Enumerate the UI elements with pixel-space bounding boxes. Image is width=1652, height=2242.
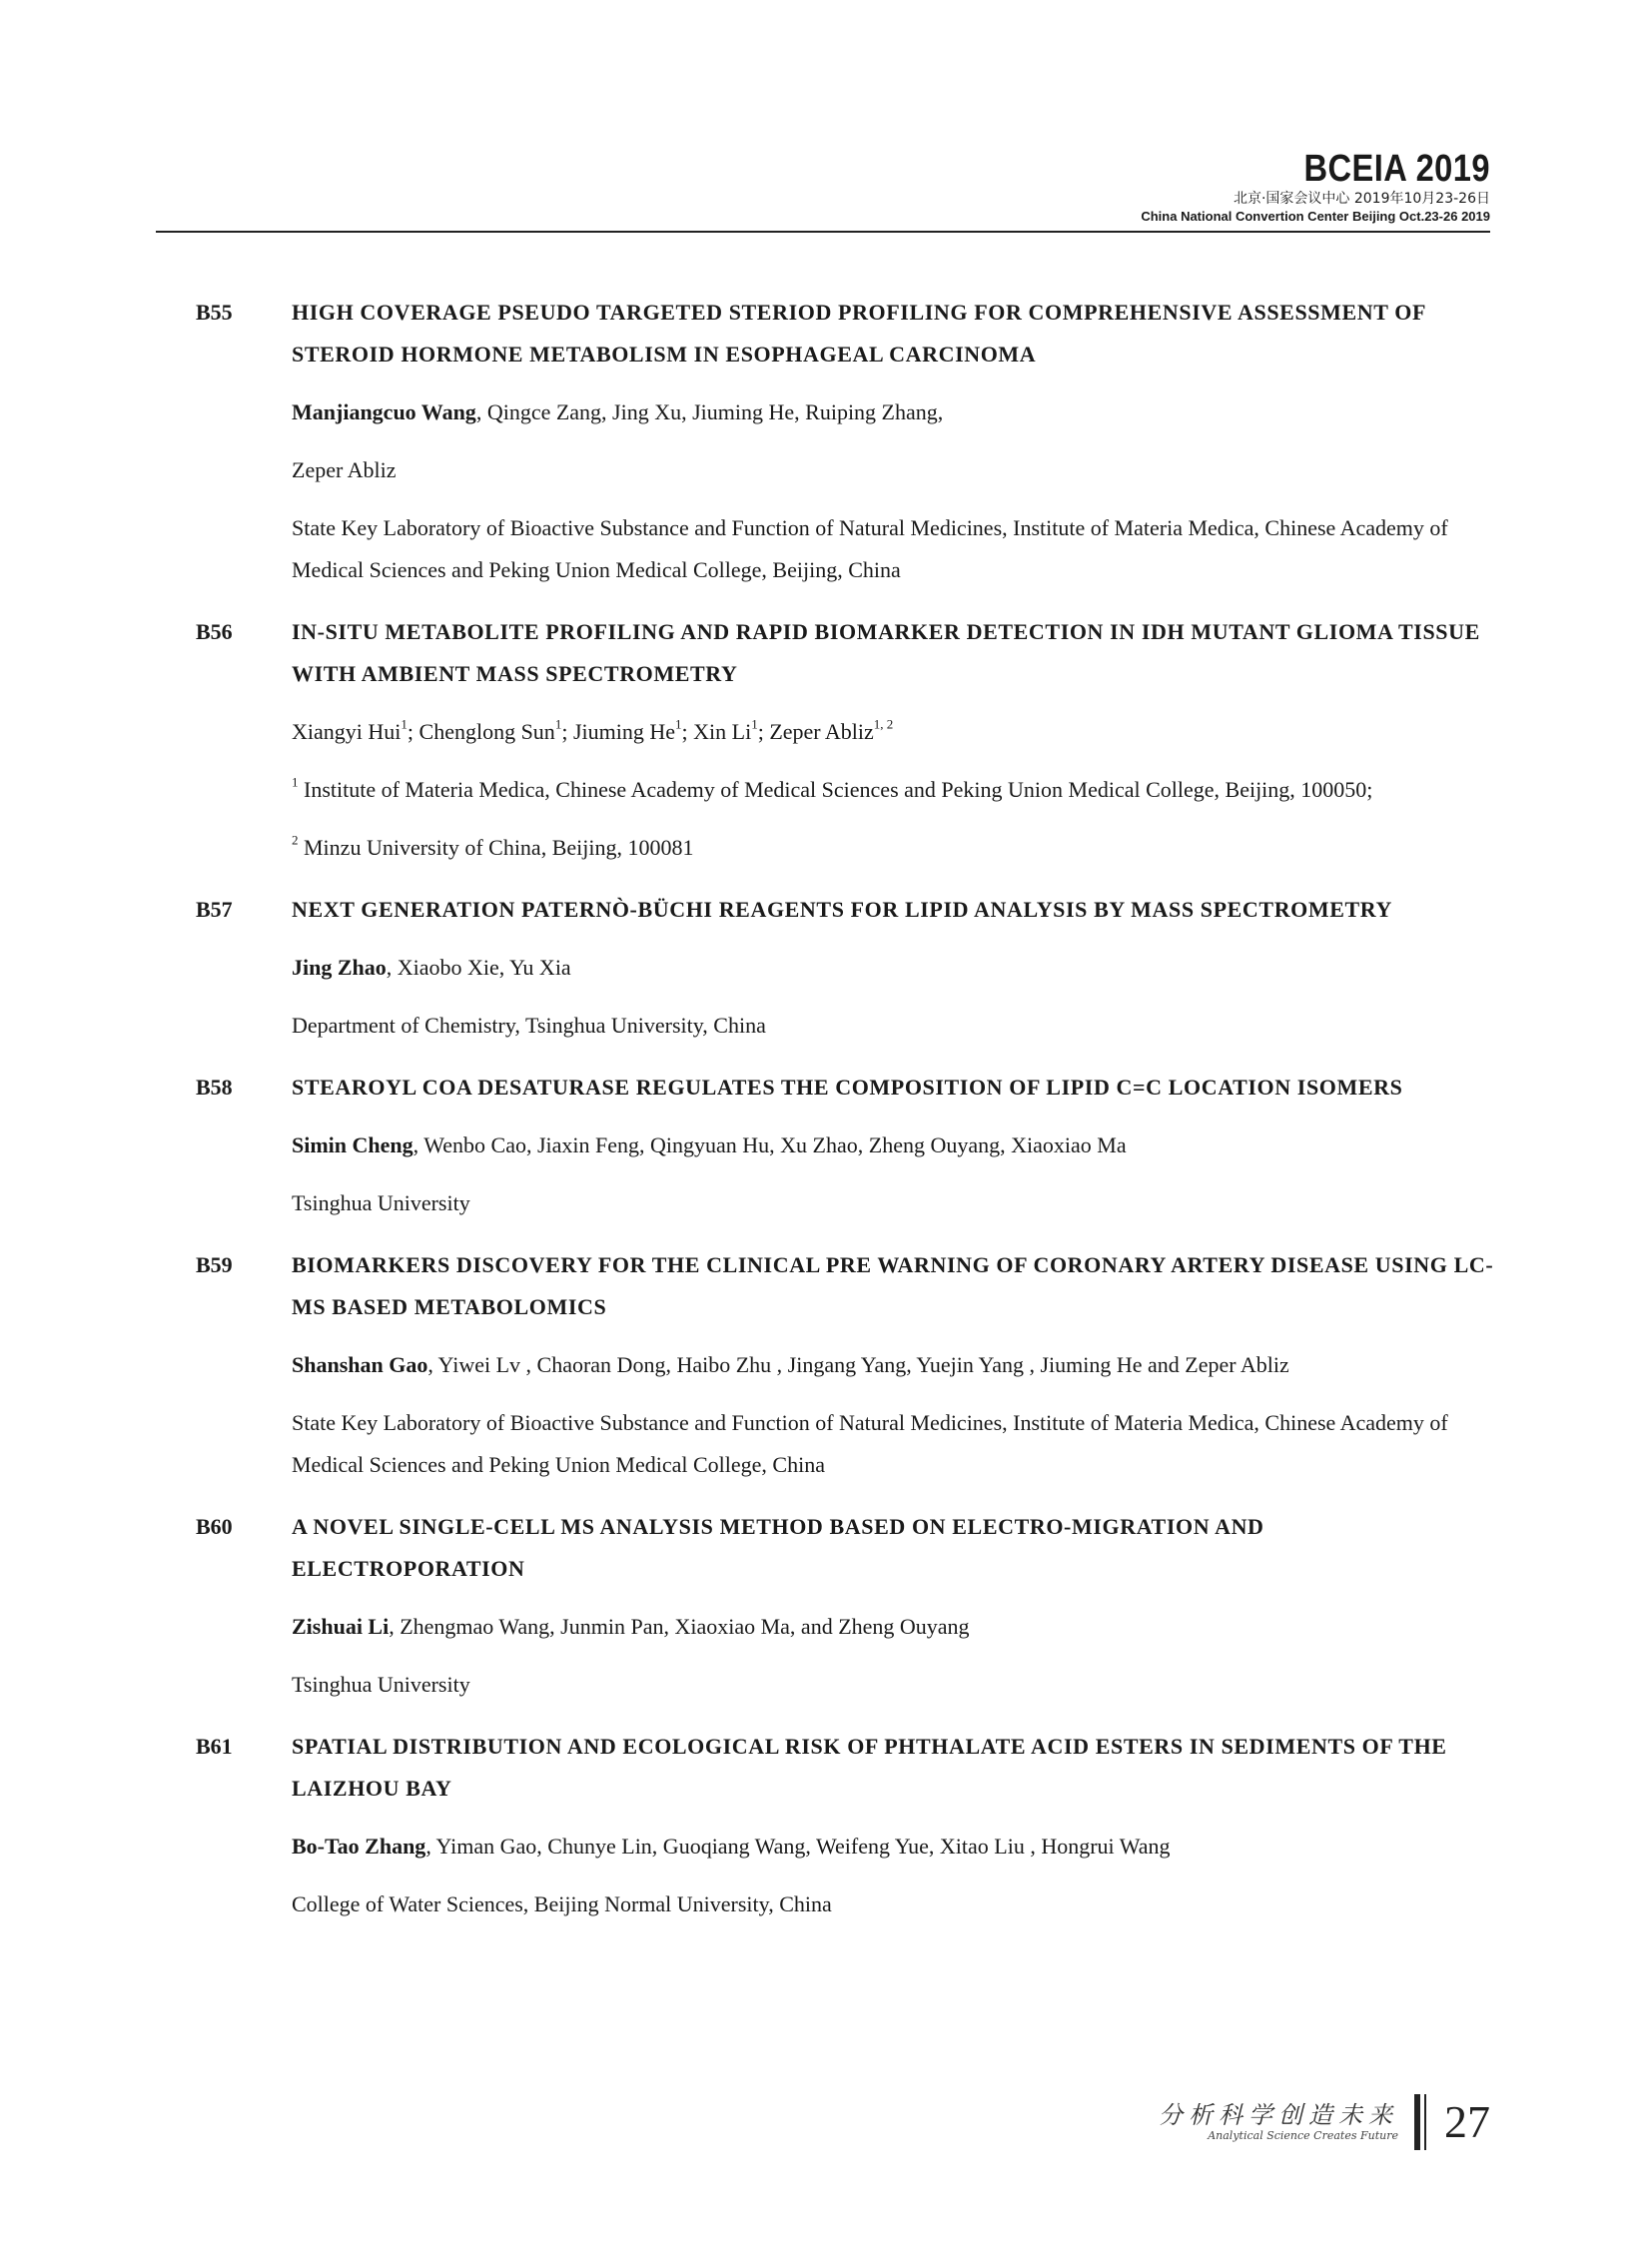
co-authors: , Wenbo Cao, Jiaxin Feng, Qingyuan Hu, Xu Zhao, Zheng Ouyang, Xiaoxiao Ma [413,1132,1127,1157]
author-name: Chenglong Sun [418,719,555,744]
header-subtitle-en: China National Convertion Center Beijing Oct.23-26 2019 [1141,209,1490,224]
co-authors: , Qingce Zang, Jing Xu, Jiuming He, Ruiping Zhang, [475,399,944,424]
abstract-title: SPATIAL DISTRIBUTION AND ECOLOGICAL RISK OF PHTHALATE ACID ESTERS IN SEDIMENTS OF THE LAIZHOU BAY [292,1734,1447,1801]
author-separator: ; [561,719,573,744]
abstract-entry [196,889,1494,1047]
header-title: BCEIA 2019 [1303,148,1490,190]
abstract-affiliation: State Key Laboratory of Bioactive Substance and Function of Natural Medicines, Institute of Materia Medica, Chinese Academy of Medical Sciences and Peking Union Medical College, China [292,1410,1448,1477]
abstract-affiliation [292,769,1494,811]
author-separator: ; [407,719,419,744]
lead-author: Simin Cheng [292,1132,413,1157]
abstract-affiliation [292,827,1494,869]
abstract-id: B61 [196,1734,233,1759]
header-subtitle-cn: 北京·国家会议中心 2019年10月23-26日 [1233,191,1490,207]
affiliation-text: Institute of Materia Medica, Chinese Academy of Medical Sciences and Peking Union Medical College, Beijing, 100050; [298,777,1373,802]
author-name: Jiuming He [572,719,675,744]
abstract-title: NEXT GENERATION PATERNÒ-BÜCHI REAGENTS FOR LIPID ANALYSIS BY MASS SPECTROMETRY [292,897,1393,922]
author-separator: ; [681,719,694,744]
divider-bar-thick [1414,2094,1420,2150]
footer-slogan [1159,2101,1398,2143]
divider-bar-thin [1424,2094,1426,2150]
abstract-id: B55 [196,300,233,325]
abstract-id: B59 [196,1252,233,1277]
affiliation-text: Minzu University of China, Beijing, 100081 [298,835,694,860]
abstract-authors [292,1826,1494,1868]
author-name: Xin Li [693,719,752,744]
co-authors: , Zhengmao Wang, Junmin Pan, Xiaoxiao Ma, and Zheng Ouyang [389,1614,970,1639]
affiliation-mark: 1 [292,774,299,790]
abstract-id: B56 [196,619,233,644]
abstract-list [196,292,1494,1945]
abstract-authors [292,1344,1494,1386]
author-affiliation-mark: 1 [751,716,758,732]
lead-author: Zishuai Li [292,1614,390,1639]
abstract-title: HIGH COVERAGE PSEUDO TARGETED STERIOD PROFILING FOR COMPREHENSIVE ASSESSMENT OF STEROID HORMONE METABOLISM IN ESOPHAGEAL CARCINOMA [292,300,1426,367]
footer-divider [1414,2094,1426,2150]
abstract-entry [196,1244,1494,1486]
author-separator: ; [757,719,770,744]
co-authors: , Xiaobo Xie, Yu Xia [386,955,571,980]
abstract-authors [292,711,1494,753]
abstract-title: BIOMARKERS DISCOVERY FOR THE CLINICAL PRE WARNING OF CORONARY ARTERY DISEASE USING LC-MS BASED METABOLOMICS [292,1252,1494,1319]
slogan-cn: 分析科学创造未来 [1159,2101,1398,2129]
abstract-id: B60 [196,1514,233,1539]
abstract-affiliation: State Key Laboratory of Bioactive Substance and Function of Natural Medicines, Institute of Materia Medica, Chinese Academy of Medical Sciences and Peking Union Medical College, Beijing, China [292,515,1448,582]
abstract-title: IN-SITU METABOLITE PROFILING AND RAPID BIOMARKER DETECTION IN IDH MUTANT GLIOMA TISSUE WITH AMBIENT MASS SPECTROMETRY [292,619,1480,686]
abstract-entry [196,292,1494,591]
abstract-authors [292,391,1494,433]
author-affiliation-mark: 1 [554,716,562,732]
abstract-title: STEAROYL COA DESATURASE REGULATES THE COMPOSITION OF LIPID C=C LOCATION ISOMERS [292,1075,1403,1100]
author-affiliation-mark: 1, 2 [873,716,894,732]
author-affiliation-mark: 1 [401,716,408,732]
abstract-title: A NOVEL SINGLE-CELL MS ANALYSIS METHOD BASED ON ELECTRO-MIGRATION AND ELECTROPORATION [292,1514,1264,1581]
page-footer [1159,2092,1490,2152]
abstract-affiliation: Department of Chemistry, Tsinghua University, China [292,1013,766,1038]
abstract-id: B58 [196,1075,233,1100]
affiliation-mark: 2 [292,832,299,848]
abstract-affiliation: Tsinghua University [292,1672,470,1697]
abstract-id: B57 [196,897,233,922]
abstract-affiliation: Tsinghua University [292,1190,470,1215]
abstract-entry [196,611,1494,869]
abstract-entry [196,1726,1494,1925]
lead-author: Bo-Tao Zhang [292,1834,426,1859]
abstract-authors [292,947,1494,989]
abstract-authors [292,1606,1494,1648]
lead-author: Shanshan Gao [292,1352,428,1377]
author-name: Zeper Abliz [769,719,874,744]
author-name: Xiangyi Hui [292,719,402,744]
page-number: 27 [1444,2096,1490,2147]
abstract-entry [196,1506,1494,1706]
abstract-authors-continued: Zeper Abliz [292,457,397,482]
slogan-en: Analytical Science Creates Future [1208,2129,1398,2142]
co-authors: , Yiwei Lv , Chaoran Dong, Haibo Zhu , Jingang Yang, Yuejin Yang , Jiuming He and Zeper Abliz [427,1352,1289,1377]
author-affiliation-mark: 1 [675,716,682,732]
abstract-entry [196,1067,1494,1224]
lead-author: Jing Zhao [292,955,387,980]
abstract-affiliation: College of Water Sciences, Beijing Normal University, China [292,1891,832,1916]
co-authors: , Yiman Gao, Chunye Lin, Guoqiang Wang, Weifeng Yue, Xitao Liu , Hongrui Wang [425,1834,1171,1859]
page-header [156,148,1490,233]
abstract-authors [292,1124,1494,1166]
lead-author: Manjiangcuo Wang [292,399,476,424]
